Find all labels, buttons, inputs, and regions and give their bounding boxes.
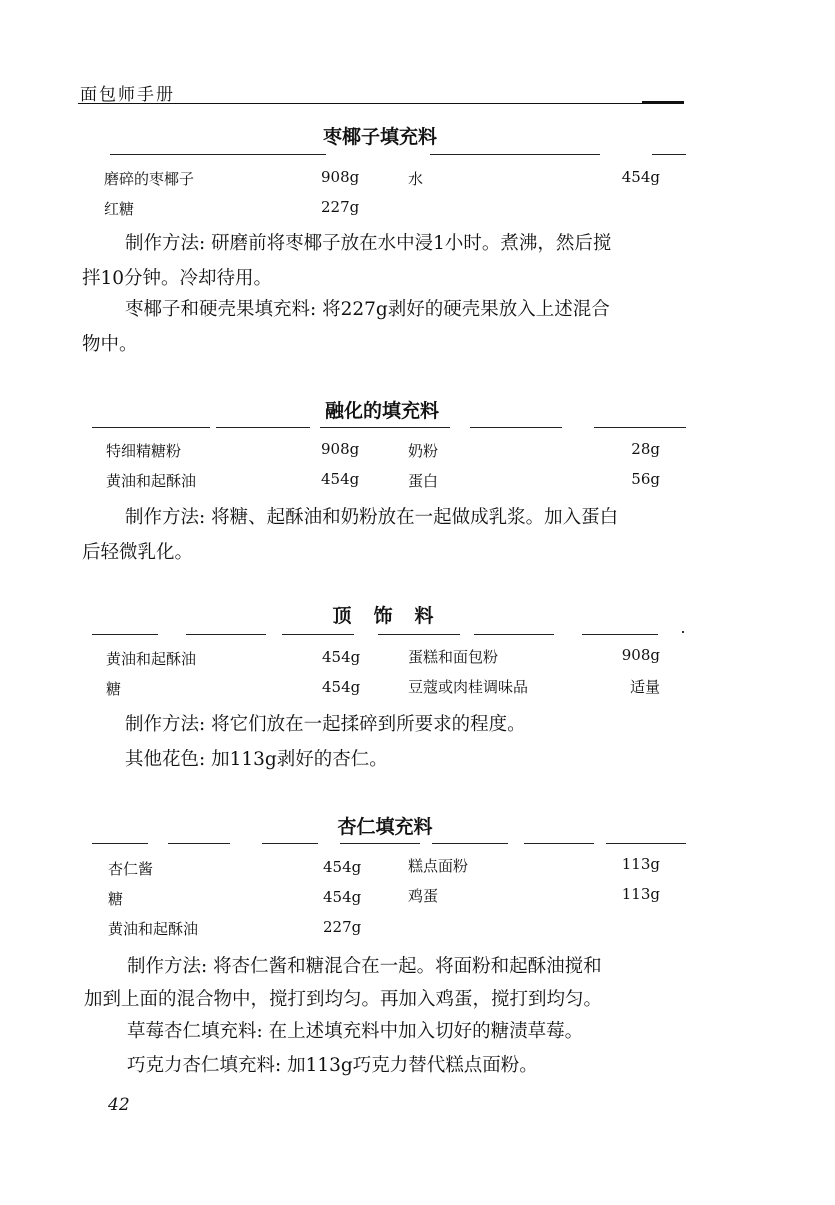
paragraph-line: 后轻微乳化。 — [82, 542, 194, 563]
paragraph-line: 制作方法: 将杏仁酱和糖混合在一起。将面粉和起酥油搅和 — [127, 956, 602, 977]
ingredient-name: 豆蔻或肉桂调味品 — [408, 678, 529, 696]
header-rule-accent — [642, 101, 684, 103]
ingredient-qty: 28g — [631, 440, 660, 458]
divider-line — [262, 843, 318, 844]
divider-line — [320, 427, 450, 428]
divider-line — [216, 427, 310, 428]
divider-line — [582, 634, 658, 635]
ingredient-name: 红糖 — [104, 200, 135, 218]
page-number: 42 — [108, 1095, 130, 1115]
section-title: 杏仁填充料 — [337, 816, 433, 838]
ingredient-qty: 454g — [323, 888, 362, 906]
divider-line — [340, 843, 420, 844]
ingredient-qty: 454g — [621, 168, 660, 186]
ingredient-name: 杏仁酱 — [108, 860, 154, 878]
paragraph-line: 制作方法: 将糖、起酥油和奶粉放在一起做成乳浆。加入蛋白 — [125, 507, 619, 528]
ingredient-qty: 908g — [621, 646, 660, 664]
ingredient-name: 水 — [408, 170, 424, 188]
paragraph-line: 物中。 — [82, 334, 138, 355]
ingredient-name: 糕点面粉 — [408, 857, 469, 875]
ingredient-qty: 113g — [621, 855, 660, 873]
divider-line — [524, 843, 594, 844]
ingredient-name: 蛋糕和面包粉 — [408, 648, 499, 666]
divider-line — [92, 843, 148, 844]
ingredient-qty: 454g — [322, 678, 361, 696]
paragraph-line: 加到上面的混合物中，搅打到均匀。再加入鸡蛋，搅打到均匀。 — [84, 989, 603, 1010]
divider-line — [110, 154, 326, 155]
ingredient-name: 奶粉 — [408, 442, 439, 460]
paragraph-line: 其他花色: 加113g剥好的杏仁。 — [125, 749, 388, 770]
ingredient-qty: 454g — [321, 470, 360, 488]
paragraph-line: 巧克力杏仁填充料: 加113g巧克力替代糕点面粉。 — [127, 1055, 538, 1076]
ingredient-name: 特细精糖粉 — [106, 442, 182, 460]
divider-line — [92, 427, 210, 428]
section-title: 融化的填充料 — [324, 400, 439, 422]
paragraph-line: 制作方法: 将它们放在一起揉碎到所要求的程度。 — [125, 714, 526, 735]
divider-line — [168, 843, 230, 844]
header-rule — [78, 103, 684, 104]
ingredient-qty: 56g — [631, 470, 660, 488]
ingredient-name: 糖 — [106, 680, 122, 698]
ingredient-qty: 113g — [621, 885, 660, 903]
divider-line — [282, 634, 354, 635]
ingredient-name: 鸡蛋 — [408, 887, 439, 905]
section-title: 枣椰子填充料 — [322, 126, 437, 148]
paragraph-line: 枣椰子和硬壳果填充料: 将227g剥好的硬壳果放入上述混合 — [125, 299, 610, 320]
divider-line — [470, 427, 562, 428]
divider-line — [606, 843, 686, 844]
ingredient-name: 糖 — [108, 890, 124, 908]
divider-dot — [682, 631, 684, 633]
ingredient-qty: 908g — [321, 168, 360, 186]
ingredient-name: 磨碎的枣椰子 — [104, 170, 195, 188]
paragraph-line: 草莓杏仁填充料: 在上述填充料中加入切好的糖渍草莓。 — [127, 1021, 584, 1042]
ingredient-qty: 908g — [321, 440, 360, 458]
divider-line — [432, 843, 508, 844]
ingredient-qty: 454g — [322, 648, 361, 666]
ingredient-name: 黄油和起酥油 — [106, 650, 197, 668]
ingredient-name: 蛋白 — [408, 472, 439, 490]
divider-line — [186, 634, 266, 635]
paragraph-line: 制作方法: 研磨前将枣椰子放在水中浸1小时。煮沸，然后搅 — [125, 233, 612, 254]
ingredient-qty: 适量 — [629, 678, 660, 696]
ingredient-name: 黄油和起酥油 — [106, 472, 197, 490]
divider-line — [474, 634, 554, 635]
ingredient-qty: 227g — [321, 198, 360, 216]
divider-line — [430, 154, 600, 155]
divider-line — [92, 634, 158, 635]
paragraph-line: 拌10分钟。冷却待用。 — [82, 268, 273, 289]
divider-line — [378, 634, 460, 635]
ingredient-qty: 454g — [323, 858, 362, 876]
section-title: 顶饰料 — [332, 605, 456, 627]
divider-line — [652, 154, 686, 155]
divider-line — [594, 427, 686, 428]
ingredient-name: 黄油和起酥油 — [108, 920, 199, 938]
ingredient-qty: 227g — [323, 918, 362, 936]
running-header-title: 面包师手册 — [80, 85, 175, 105]
